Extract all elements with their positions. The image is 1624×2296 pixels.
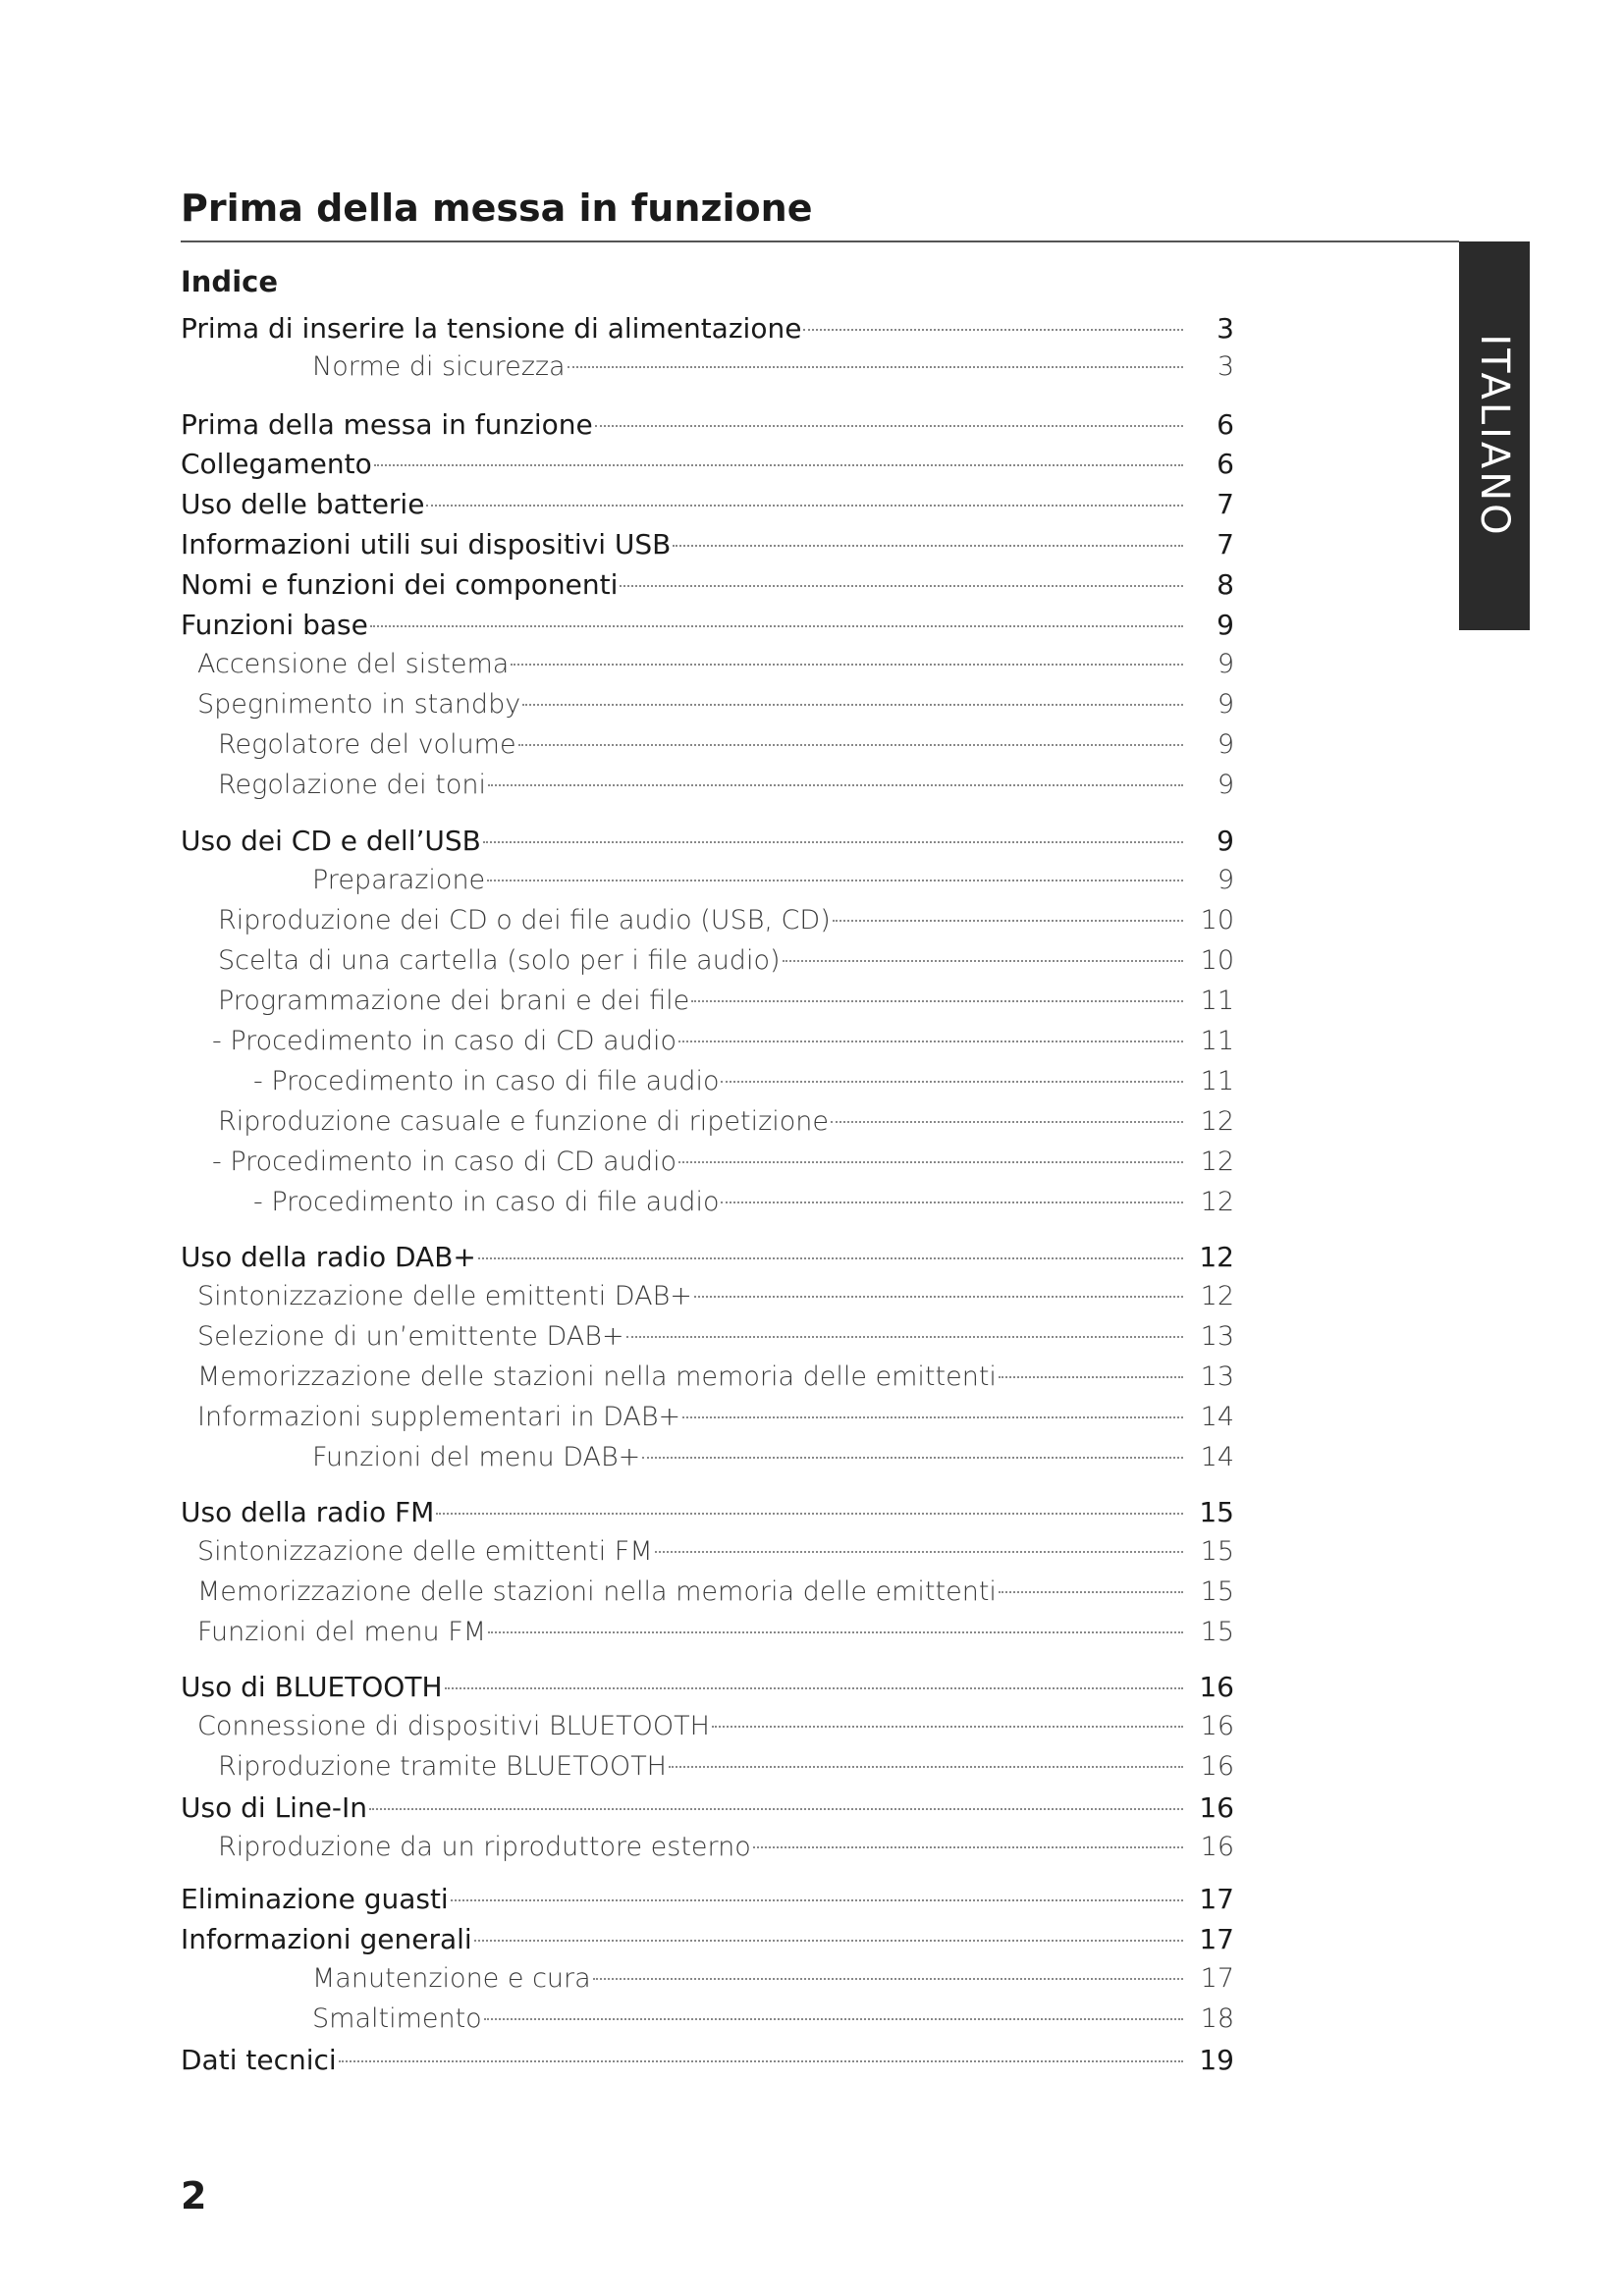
toc-entry [253, 1066, 1234, 1105]
toc-entry-label: Funzioni del menu FM [197, 1617, 487, 1647]
toc-entry [181, 1241, 1234, 1280]
toc-leader-dots [833, 920, 1183, 922]
toc-entry [218, 945, 1234, 985]
toc-entry [312, 1442, 1234, 1481]
toc-entry-page: 18 [1200, 2003, 1234, 2034]
toc-entry [197, 1576, 1234, 1616]
toc-leader-dots [831, 1121, 1183, 1123]
toc-leader-dots [339, 2060, 1183, 2062]
toc-leader-dots [691, 1000, 1183, 1002]
toc-entry-page: 10 [1200, 905, 1234, 935]
toc-entry-page: 16 [1200, 1751, 1234, 1782]
toc-entry-label: Memorizzazione delle stazioni nella memoria delle emittenti [197, 1362, 997, 1392]
toc-entry-label: Spegnimento in standby [197, 689, 521, 720]
toc-entry [218, 1106, 1234, 1146]
toc-entry-label: Uso di Line-In [181, 1791, 368, 1824]
toc-entry-page: 12 [1199, 1241, 1234, 1273]
toc-entry-page: 9 [1217, 689, 1234, 720]
toc-entry-label: Prima di inserire la tensione di alimentazione [181, 312, 802, 345]
toc-entry-page: 9 [1217, 865, 1234, 895]
toc-entry-label: Regolatore del volume [218, 729, 516, 760]
toc-leader-dots [488, 784, 1183, 786]
toc-leader-dots [669, 1766, 1183, 1768]
toc-leader-dots [712, 1726, 1183, 1728]
toc-entry-page: 9 [1217, 825, 1234, 857]
toc-entry [181, 1923, 1234, 1962]
toc-entry-page: 9 [1217, 770, 1234, 800]
toc-entry-label: Uso della radio DAB+ [181, 1241, 476, 1273]
toc-entry [218, 1832, 1234, 1871]
toc-entry [181, 568, 1234, 608]
toc-entry-page: 15 [1200, 1576, 1234, 1607]
toc-entry-page: 6 [1217, 408, 1234, 441]
toc-leader-dots [682, 1416, 1183, 1418]
toc-entry-page: 10 [1200, 945, 1234, 976]
toc-entry [218, 905, 1234, 944]
toc-entry-page: 12 [1200, 1187, 1234, 1217]
toc-entry-label: Programmazione dei brani e dei file [218, 986, 690, 1016]
toc-entry [312, 351, 1234, 391]
toc-entry-label: Uso delle batterie [181, 488, 425, 520]
toc-entry-page: 11 [1200, 1066, 1234, 1096]
toc-entry-page: 15 [1199, 1496, 1234, 1528]
toc-leader-dots [655, 1551, 1183, 1553]
toc-leader-dots [673, 545, 1183, 547]
toc-leader-dots [445, 1687, 1183, 1689]
toc-entry [197, 1402, 1234, 1441]
toc-entry [181, 1671, 1234, 1710]
page-title: Prima della messa in funzione [181, 187, 813, 230]
toc-entry [312, 865, 1234, 904]
toc-leader-dots [474, 1940, 1183, 1942]
toc-entry-label: Memorizzazione delle stazioni nella memoria delle emittenti [197, 1576, 997, 1607]
toc-entry-page: 13 [1200, 1321, 1234, 1352]
toc-entry-page: 16 [1199, 1791, 1234, 1824]
toc-entry-label: Collegamento [181, 448, 372, 480]
toc-entry-page: 16 [1200, 1832, 1234, 1862]
toc-leader-dots [370, 625, 1183, 627]
toc-entry [181, 448, 1234, 487]
toc-entry-label: Manutenzione e cura [312, 1963, 591, 1994]
toc-entry [181, 488, 1234, 527]
toc-leader-dots [374, 464, 1183, 466]
toc-leader-dots [436, 1513, 1183, 1515]
toc-entry-label: Informazioni utili sui dispositivi USB [181, 528, 672, 561]
toc-entry-label: Riproduzione da un riproduttore esterno [218, 1832, 751, 1862]
toc-entry-page: 12 [1200, 1106, 1234, 1137]
toc-leader-dots [694, 1296, 1183, 1298]
toc-entry-label: Norme di sicurezza [312, 351, 566, 382]
toc-leader-dots [783, 960, 1184, 962]
toc-leader-dots [593, 1978, 1183, 1980]
toc-entry [212, 1147, 1234, 1186]
toc-entry-page: 3 [1217, 312, 1234, 345]
toc-entry-label: Funzioni del menu DAB+ [312, 1442, 641, 1472]
toc-entry [197, 1281, 1234, 1320]
toc-leader-dots [721, 1201, 1183, 1203]
toc-leader-dots [487, 880, 1183, 881]
toc-entry-label: Riproduzione tramite BLUETOOTH [218, 1751, 667, 1782]
toc-leader-dots [678, 1041, 1183, 1042]
toc-entry [197, 1321, 1234, 1361]
toc-entry-label: Uso della radio FM [181, 1496, 435, 1528]
toc-entry [218, 986, 1234, 1025]
toc-entry [197, 1362, 1234, 1401]
toc-entry-page: 11 [1200, 986, 1234, 1016]
toc-entry [312, 1963, 1234, 2002]
toc-entry-label: - Procedimento in caso di file audio [253, 1187, 720, 1217]
toc-entry-page: 7 [1217, 528, 1234, 561]
toc-entry-label: Informazioni generali [181, 1923, 472, 1955]
toc-entry-page: 14 [1200, 1402, 1234, 1432]
toc-leader-dots [642, 1457, 1183, 1459]
toc-entry-page: 19 [1199, 2044, 1234, 2076]
toc-leader-dots [999, 1591, 1183, 1593]
toc-leader-dots [369, 1808, 1183, 1810]
page-number: 2 [181, 2174, 207, 2217]
toc-entry-label: Uso dei CD e dell’USB [181, 825, 481, 857]
toc-leader-dots [678, 1161, 1183, 1163]
toc-entry-label: Scelta di una cartella (solo per i file audio) [218, 945, 781, 976]
toc-entry-label: Sintonizzazione delle emittenti DAB+ [197, 1281, 692, 1311]
toc-entry-label: - Procedimento in caso di CD audio [212, 1026, 677, 1056]
toc-leader-dots [626, 1336, 1183, 1338]
toc-entry-page: 3 [1217, 351, 1234, 382]
toc-entry-label: Smaltimento [312, 2003, 482, 2034]
toc-entry-page: 9 [1217, 609, 1234, 641]
toc-entry-label: Selezione di un’emittente DAB+ [197, 1321, 624, 1352]
toc-entry [197, 1711, 1234, 1750]
toc-entry [181, 1883, 1234, 1922]
toc-entry [181, 312, 1234, 351]
toc-entry-label: Informazioni supplementari in DAB+ [197, 1402, 681, 1432]
toc-entry [181, 408, 1234, 448]
toc-entry-label: Sintonizzazione delle emittenti FM [197, 1536, 653, 1567]
toc-entry [218, 770, 1234, 809]
toc-leader-dots [595, 425, 1183, 427]
toc-entry-page: 12 [1200, 1281, 1234, 1311]
toc-entry [197, 649, 1234, 688]
toc-entry-page: 9 [1217, 649, 1234, 679]
toc-entry [181, 528, 1234, 567]
toc-entry [181, 2044, 1234, 2083]
toc-entry [218, 729, 1234, 769]
toc-leader-dots [511, 664, 1183, 666]
toc-entry-page: 9 [1217, 729, 1234, 760]
language-tab-label: ITALIANO [1472, 334, 1517, 538]
toc-entry-label: Eliminazione guasti [181, 1883, 449, 1915]
toc-leader-dots [803, 329, 1183, 331]
toc-leader-dots [753, 1846, 1183, 1848]
toc-entry-label: Regolazione dei toni [218, 770, 486, 800]
toc-entry-label: Preparazione [312, 865, 486, 895]
toc-entry [181, 609, 1234, 648]
toc-entry-page: 17 [1200, 1963, 1234, 1994]
toc-leader-dots [568, 366, 1183, 368]
toc-entry-page: 11 [1200, 1026, 1234, 1056]
toc-entry-label: Riproduzione dei CD o dei file audio (USB, CD) [218, 905, 831, 935]
toc-entry-page: 15 [1200, 1617, 1234, 1647]
toc-entry [212, 1026, 1234, 1065]
toc-entry [197, 1536, 1234, 1575]
section-heading-index: Indice [181, 265, 278, 298]
toc-entry [312, 2003, 1234, 2043]
toc-leader-dots [999, 1376, 1183, 1378]
toc-entry-label: Funzioni base [181, 609, 368, 641]
toc-entry-label: Uso di BLUETOOTH [181, 1671, 443, 1703]
toc-leader-dots [522, 704, 1183, 706]
toc-entry [181, 1791, 1234, 1831]
toc-entry [218, 1751, 1234, 1790]
toc-entry-label: Dati tecnici [181, 2044, 337, 2076]
toc-entry-page: 17 [1199, 1923, 1234, 1955]
toc-entry-page: 14 [1200, 1442, 1234, 1472]
toc-leader-dots [518, 744, 1183, 746]
toc-leader-dots [426, 505, 1183, 507]
toc-entry [197, 1617, 1234, 1656]
toc-entry-page: 13 [1200, 1362, 1234, 1392]
toc-entry-page: 16 [1200, 1711, 1234, 1741]
toc-entry-label: Prima della messa in funzione [181, 408, 593, 441]
toc-entry-label: - Procedimento in caso di CD audio [212, 1147, 677, 1177]
toc-leader-dots [620, 585, 1183, 587]
toc-leader-dots [721, 1081, 1183, 1083]
toc-leader-dots [483, 841, 1183, 843]
toc-entry-page: 8 [1217, 568, 1234, 601]
toc-entry-label: Connessione di dispositivi BLUETOOTH [197, 1711, 710, 1741]
toc-leader-dots [451, 1899, 1183, 1901]
toc-entry-page: 16 [1199, 1671, 1234, 1703]
toc-entry-label: Nomi e funzioni dei componenti [181, 568, 619, 601]
toc-entry-page: 12 [1200, 1147, 1234, 1177]
toc-leader-dots [488, 1631, 1183, 1633]
toc-entry-page: 17 [1199, 1883, 1234, 1915]
toc-entry-page: 15 [1200, 1536, 1234, 1567]
toc-entry-page: 7 [1217, 488, 1234, 520]
toc-leader-dots [478, 1257, 1183, 1259]
toc-entry-label: Accensione del sistema [197, 649, 510, 679]
toc-entry [197, 689, 1234, 728]
toc-entry [253, 1187, 1234, 1226]
toc-entry [181, 825, 1234, 864]
toc-entry [181, 1496, 1234, 1535]
toc-entry-label: Riproduzione casuale e funzione di ripetizione [218, 1106, 829, 1137]
toc-entry-label: - Procedimento in caso di file audio [253, 1066, 720, 1096]
toc-leader-dots [484, 2018, 1183, 2020]
toc-entry-page: 6 [1217, 448, 1234, 480]
